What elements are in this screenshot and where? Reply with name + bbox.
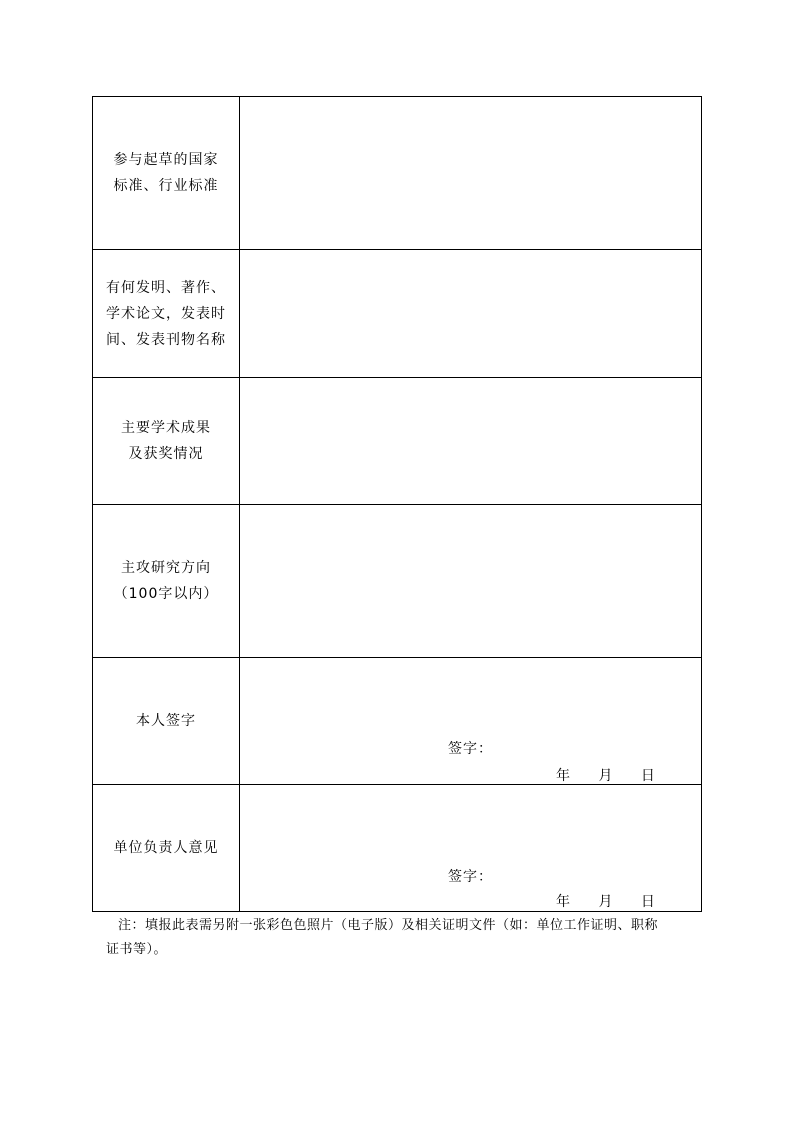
year-label: 年 bbox=[556, 894, 570, 910]
date-line bbox=[556, 891, 655, 911]
label-achievements bbox=[93, 378, 240, 505]
row-unit-opinion bbox=[93, 785, 702, 912]
content-standards[interactable] bbox=[240, 97, 702, 250]
month-label: 月 bbox=[598, 768, 613, 784]
application-form-table bbox=[92, 96, 702, 912]
signature-label: 签字： bbox=[448, 869, 493, 885]
form-note bbox=[92, 914, 702, 962]
label-line: 有何发明、著作、 bbox=[106, 279, 226, 296]
signature-label: 签字： bbox=[448, 741, 493, 757]
row-publications bbox=[93, 250, 702, 378]
day-label: 日 bbox=[640, 768, 655, 784]
row-achievements bbox=[93, 378, 702, 505]
label-line: 间、发表刊物名称 bbox=[106, 331, 226, 348]
label-line: 参与起草的国家 bbox=[113, 152, 219, 168]
label-line: 本人签字 bbox=[136, 713, 196, 729]
content-publications[interactable] bbox=[240, 250, 702, 378]
date-line bbox=[556, 765, 655, 785]
label-line: 主要学术成果 bbox=[121, 420, 211, 436]
content-unit-opinion[interactable] bbox=[240, 785, 702, 912]
row-research-direction bbox=[93, 505, 702, 658]
label-standards bbox=[93, 97, 240, 250]
note-line: 注：填报此表需另附一张彩色色照片（电子版）及相关证明文件（如：单位工作证明、职称 bbox=[118, 918, 659, 933]
label-unit-opinion bbox=[93, 785, 240, 912]
label-publications bbox=[93, 250, 240, 378]
note-line: 证书等）。 bbox=[106, 942, 168, 957]
label-personal-signature bbox=[93, 658, 240, 785]
label-line: 学术论文，发表时 bbox=[106, 305, 226, 322]
label-line: 单位负责人意见 bbox=[113, 840, 219, 856]
month-label: 月 bbox=[598, 894, 613, 910]
label-research-direction bbox=[93, 505, 240, 658]
content-research-direction[interactable] bbox=[240, 505, 702, 658]
content-achievements[interactable] bbox=[240, 378, 702, 505]
label-line: 主攻研究方向 bbox=[121, 560, 211, 576]
label-line: 标准、行业标准 bbox=[113, 178, 219, 194]
row-personal-signature bbox=[93, 658, 702, 785]
row-standards bbox=[93, 97, 702, 250]
content-personal-signature[interactable] bbox=[240, 658, 702, 785]
year-label: 年 bbox=[556, 768, 570, 784]
day-label: 日 bbox=[640, 894, 655, 910]
label-line: 及获奖情况 bbox=[128, 446, 204, 462]
label-line: （100字以内） bbox=[113, 586, 219, 602]
